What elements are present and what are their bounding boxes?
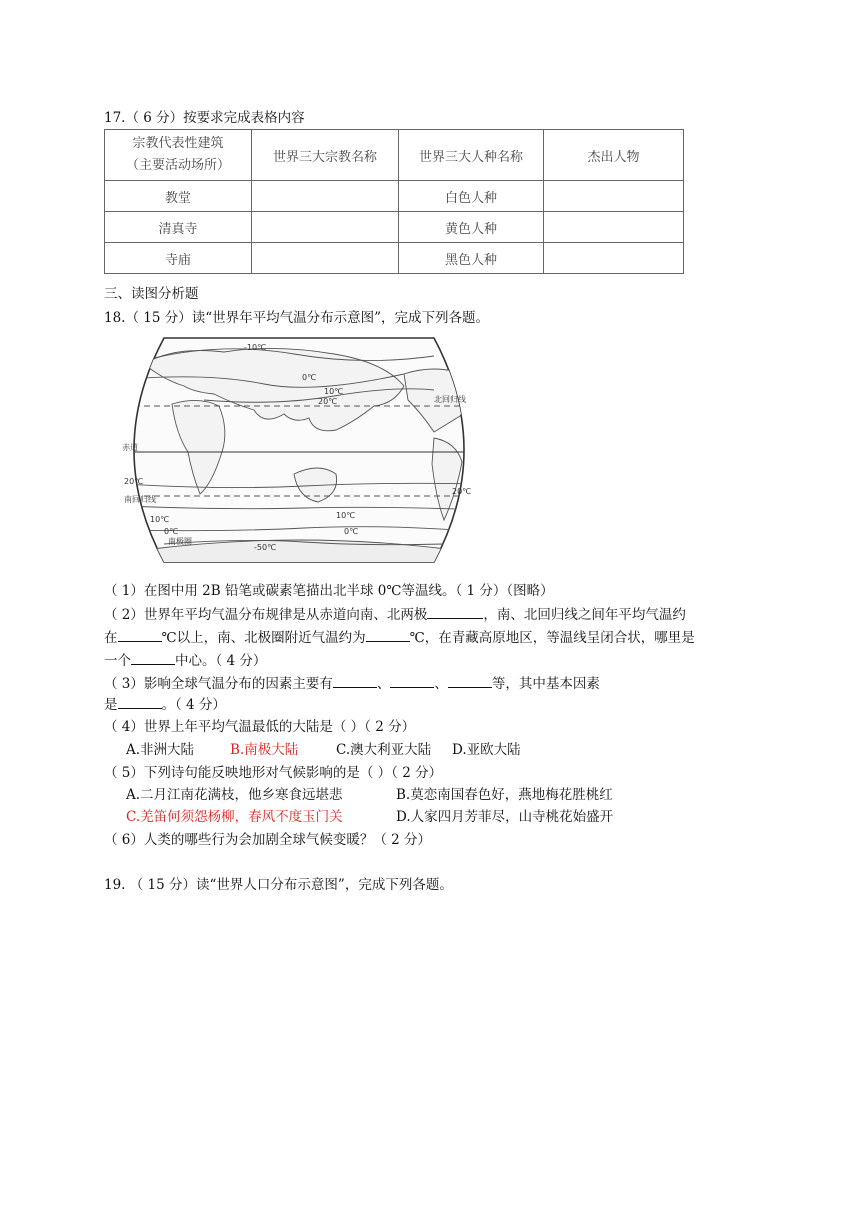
- label-tropic-south: 南回归线: [124, 495, 156, 504]
- option-d[interactable]: D.亚欧大陆: [452, 742, 521, 758]
- q19-title: 19. （ 15 分）读“世界人口分布示意图”，完成下列各题。: [104, 877, 453, 893]
- label-isotherm-0: 0℃: [302, 373, 317, 382]
- q18-part4-options: [126, 741, 521, 759]
- q18-part2-line2: [104, 628, 695, 647]
- label-isotherm-s10: 10℃: [150, 515, 170, 524]
- option-d[interactable]: D.人家四月芳菲尽，山寺桃花始盛开: [396, 809, 614, 825]
- q18-part3-text: 是: [104, 697, 118, 713]
- answer-blank[interactable]: [448, 674, 492, 688]
- q18-part2-text: ，南、北回归线之间年平均气温约: [483, 607, 686, 623]
- label-isotherm-10: 10℃: [324, 387, 344, 396]
- answer-blank[interactable]: [427, 605, 483, 619]
- q18-part2-text: 在: [104, 630, 118, 646]
- answer-blank[interactable]: [366, 628, 410, 642]
- table-header-building: 宗教代表性建筑 （主要活动场所）: [105, 130, 252, 181]
- label-isotherm-20: 20℃: [318, 397, 338, 406]
- table-cell: 黑色人种: [399, 243, 544, 274]
- q18-part5-options-2: [126, 808, 613, 826]
- religion-race-table: [104, 129, 684, 274]
- label-isotherm-s20: 20℃: [124, 477, 144, 486]
- label-equator: 赤道: [122, 443, 138, 452]
- q18-title: 18.（ 15 分）读“世界年平均气温分布示意图”，完成下列各题。: [104, 310, 490, 326]
- q18-part3-text: （ 3）影响全球气温分布的因素主要有: [104, 676, 333, 692]
- q18-part3-line2: [104, 695, 226, 714]
- q18-part3-line1: [104, 674, 600, 693]
- table-cell: 黄色人种: [399, 212, 544, 243]
- q18-part2-text: ℃以上，南、北极圈附近气温约为: [161, 630, 366, 646]
- separator: 、: [376, 676, 391, 692]
- option-a[interactable]: A.非洲大陆: [126, 742, 195, 758]
- table-cell: 寺庙: [105, 243, 252, 274]
- option-b[interactable]: B.南极大陆: [230, 742, 299, 758]
- q18-part5: （ 5）下列诗句能反映地形对气候影响的是（ ）（ 2 分）: [104, 765, 443, 781]
- table-cell: [252, 243, 399, 274]
- q17-title: 17.（ 6 分）按要求完成表格内容: [104, 110, 305, 126]
- label-isotherm-s0: 0℃: [164, 527, 179, 536]
- answer-blank[interactable]: [333, 674, 377, 688]
- q18-part6: （ 6）人类的哪些行为会加剧全球气候变暖？（ 2 分）: [104, 832, 432, 848]
- label-isotherm-s10b: 10℃: [336, 511, 356, 520]
- q18-part2-text: ℃，在青藏高原地区，等温线呈闭合状，哪里是: [409, 630, 695, 646]
- separator: 、: [434, 676, 448, 692]
- answer-blank[interactable]: [390, 674, 434, 688]
- table-header-race: 世界三大人种名称: [399, 130, 544, 181]
- table-cell: [544, 212, 684, 243]
- table-cell: 教堂: [105, 181, 252, 212]
- option-c[interactable]: C.羌笛何须怨杨柳，春风不度玉门关: [126, 809, 343, 825]
- option-b[interactable]: B.莫恋南国春色好，燕地梅花胜桃红: [396, 787, 613, 803]
- table-row: [105, 181, 684, 212]
- label-isotherm-s0b: 0℃: [344, 527, 359, 536]
- table-cell: 清真寺: [105, 212, 252, 243]
- table-cell: [252, 181, 399, 212]
- table-cell: [252, 212, 399, 243]
- q18-part4: （ 4）世界上年平均气温最低的大陆是（ ）（ 2 分）: [104, 719, 416, 735]
- q18-part2-text: （ 2）世界年平均气温分布规律是从赤道向南、北两极: [104, 607, 428, 623]
- q18-part2-text: 中心。（ 4 分）: [175, 653, 267, 669]
- q18-part3-text: 等，其中基本因素: [491, 676, 600, 692]
- q18-part2-line3: [104, 651, 266, 670]
- table-row: [105, 212, 684, 243]
- q18-part2-text: 一个: [104, 653, 131, 669]
- label-isotherm-s20b: 20℃: [452, 487, 472, 496]
- table-row: [105, 243, 684, 274]
- q18-part3-text: 。（ 4 分）: [161, 697, 226, 713]
- q18-part2-line1: [104, 605, 686, 624]
- option-a[interactable]: A.二月江南花满枝，他乡寒食远堪悲: [126, 787, 343, 803]
- answer-blank[interactable]: [131, 651, 175, 665]
- answer-blank[interactable]: [118, 628, 162, 642]
- table-cell: [544, 181, 684, 212]
- table-cell: 白色人种: [399, 181, 544, 212]
- q18-part1: （ 1）在图中用 2B 铅笔或碳素笔描出北半球 0℃等温线。（ 1 分）（图略）: [104, 583, 554, 599]
- table-header-person: 杰出人物: [544, 130, 684, 181]
- world-temperature-map: [104, 334, 494, 566]
- label-antarctic-circle: 南极圈: [168, 537, 192, 546]
- q18-part5-options-1: [126, 786, 613, 804]
- label-isotherm-n10: -10℃: [244, 343, 267, 352]
- section-heading: 三、读图分析题: [104, 286, 199, 302]
- answer-blank[interactable]: [118, 695, 162, 709]
- label-tropic-north: 北回归线: [434, 395, 466, 404]
- label-isotherm-s50: -50℃: [254, 543, 277, 552]
- table-cell: [544, 243, 684, 274]
- table-header-religion: 世界三大宗教名称: [252, 130, 399, 181]
- option-c[interactable]: C.澳大利亚大陆: [336, 742, 432, 758]
